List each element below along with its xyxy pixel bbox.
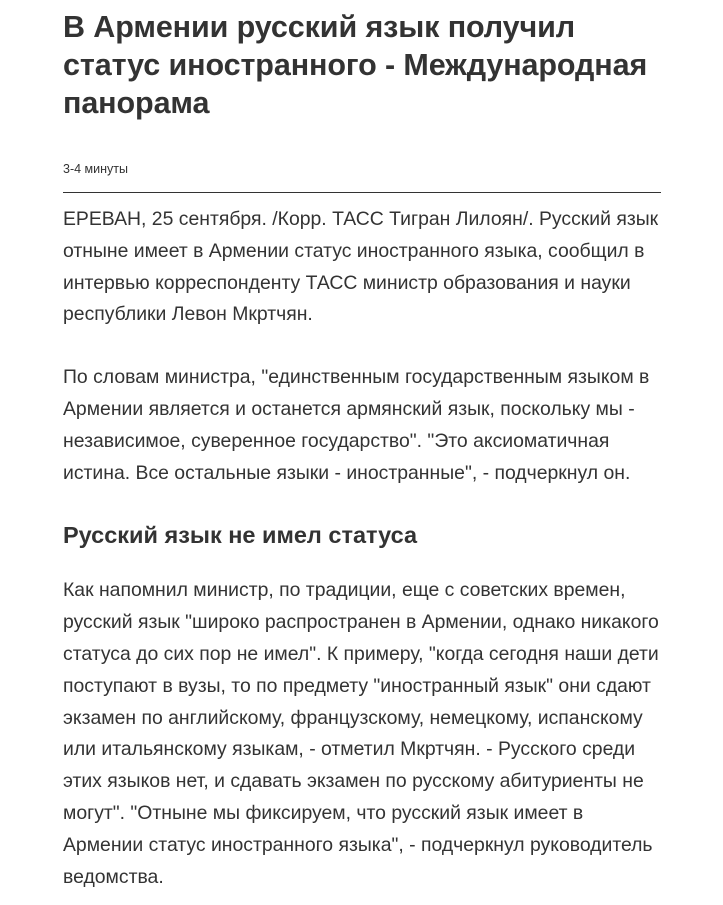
article xyxy=(63,0,661,893)
paragraph-intro: ЕРЕВАН, 25 сентября. /Корр. ТАСС Тигран Лилоян/. Русский язык отныне имеет в Армении статус иностранного языка, сообщил в интервью корреспонденту ТАСС министр образования и науки республики Левон Мкртчян. xyxy=(63,208,659,326)
section-heading: Русский язык не имел статуса xyxy=(63,522,418,549)
divider xyxy=(63,192,661,193)
article-body xyxy=(63,204,661,893)
reading-time: 3-4 минуты xyxy=(63,162,128,176)
paragraph-status: Как напомнил министр, по традиции, еще с советских времен, русский язык "широко распространен в Армении, однако никакого статуса до сих пор не имел". К примеру, "когда сегодня наши дети поступают в вузы, то по предмету "иностранный язык" они сдают экзамен по английскому, французскому, немецкому, испанскому или итальянскому языкам, - отметил Мкртчян. - Русского среди этих языков нет, и сдавать экзамен по русскому абитуриенты не могут". "Отныне мы фиксируем, что русский язык имеет в Армении статус иностранного языка", - подчеркнул руководитель ведомства. xyxy=(63,579,659,888)
article-title: В Армении русский язык получил статус иностранного - Международная панорама xyxy=(63,10,648,120)
paragraph-minister-quote: По словам министра, "единственным государственным языком в Армении является и останется армянский язык, поскольку мы - независимое, суверенное государство". "Это аксиоматичная истина. Все остальные языки - иностранные", - подчеркнул он. xyxy=(63,366,650,484)
